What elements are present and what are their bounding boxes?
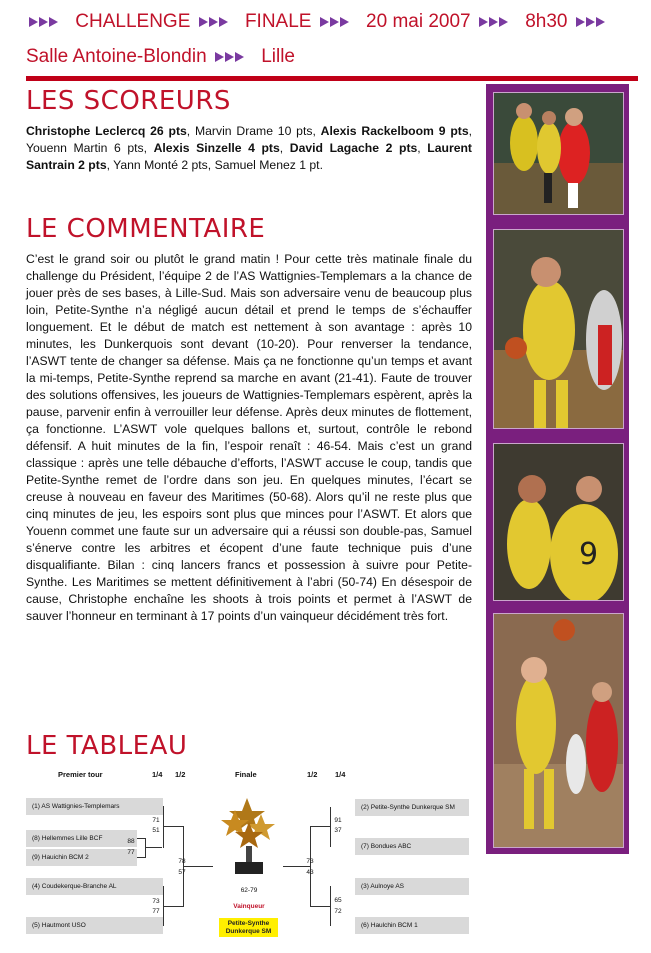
score: 43 <box>306 869 314 876</box>
scoreur: Marvin Drame 10 pts <box>195 124 313 138</box>
scoreurs-list: Christophe Leclercq 26 pts, Marvin Drame 10 pts, Alexis Rackelboom 9 pts, Youenn Martin 6 pts, Alexis Sinzelle 4 pts, David Lagache 2 pts, Laurent Santrain 2 pts, Yann Monté 2 pts, Samuel Menez 1 pt. <box>26 124 472 172</box>
winner-box <box>219 918 278 937</box>
bracket-line <box>163 826 183 827</box>
score: 91 <box>334 817 342 824</box>
bracket-line <box>330 886 331 926</box>
scoreur: Laurent Santrain 2 pts <box>26 141 472 172</box>
basketball-photo <box>493 613 624 848</box>
bracket-header-finale: Finale <box>235 770 257 779</box>
score: 77 <box>127 849 135 856</box>
header-finale: FINALE <box>244 11 312 32</box>
basketball-photo <box>493 92 624 215</box>
bracket-line <box>283 866 310 867</box>
score: 73 <box>152 898 160 905</box>
team-box: (3) Aulnoye AS <box>355 878 469 895</box>
tableau-title: LE TABLEAU <box>26 731 188 761</box>
team-box: (4) Coudekerque-Branche AL <box>26 878 163 895</box>
scoreur: Alexis Sinzelle 4 pts <box>153 141 280 155</box>
score: 51 <box>152 827 160 834</box>
header-time: 8h30 <box>525 11 568 32</box>
bracket-header-demi: 1/2 <box>307 770 318 779</box>
team-box: (8) Hellemmes Lille BCF <box>26 830 137 847</box>
bracket-line <box>310 906 330 907</box>
bracket-line <box>145 847 162 848</box>
header-line-1 <box>26 11 617 33</box>
bracket-header-quart: 1/4 <box>152 770 163 779</box>
score: 77 <box>152 908 160 915</box>
score: 71 <box>152 817 160 824</box>
scoreur: Alexis Rackelboom 9 pts <box>320 124 469 138</box>
vainqueur-label: Vainqueur <box>233 903 265 910</box>
team-box: (1) AS Wattignies-Templemars <box>26 798 163 815</box>
trophy-icon <box>219 796 279 882</box>
team-box: (5) Hautmont USO <box>26 917 163 934</box>
basketball-photo <box>493 229 624 429</box>
commentaire-title: LE COMMENTAIRE <box>26 214 266 244</box>
svg-text:9: 9 <box>579 537 599 572</box>
bracket-header-demi: 1/2 <box>175 770 186 779</box>
winner-name: Petite-Synthe <box>227 920 270 927</box>
header-line-2 <box>26 46 295 68</box>
double-arrow-icon <box>479 16 517 28</box>
commentaire-text: C’est le grand soir ou plutôt le grand matin ! Pour cette très matinale finale du challenge du Président, l’équipe 2 de l’AS Wattignies-Templemars a la chance de jouer près de ses bases, à Lille-Sud. Mais son adversaire venu de beaucoup plus loin, Petite-Synthe n’a négligé aucun détail et prend le temps de s’échauffer longuement. Et le début de match est nettement à son avantage : après 10 minutes, les Dunkerquois sont devant (10-20). Pour renverser la tendance, l’ASWT tente de changer sa défense. Mais ça ne fonctionne qu’un temps et avant la mi-temps, Petite-Synthe reprend sa marche en avant (21-41). Faute de trouver des solutions offensives, les joueurs de Wattignies-Templemars espèrent, après la pause, parvenir enfin à verrouiller leur défense. Après deux minutes de flottement, ça fonctionne. L’ASWT vole quelques ballons et, surtout, contrôle le rebond défensif. A huit minutes de la fin, l’espoir renaît : 46-54. Mais c’est un grand classique : après une telle débauche d’efforts, l’ASWT accuse le coup, tandis que Petite-Synthe remet de l’ordre dans son jeu. En quelques minutes, l’écart se creuse à nouveau en faveur des Maritimes (50-68). Alors qu’il ne reste plus que cinq minutes de jeu, les espoirs sont plus que minces pour l’ASWT. Et alors que Youenn commet une faute sur un adversaire qui a réussi son double-pas, Samuel s’énerve contre les arbitres et écopent d’une faute technique puis d’une disqualifiante. Bilan : cinq lancers francs et possession à suivre pour Petite-Synthe. Les Maritimes se mettent définitivement à l’abri (50-74) En désespoir de cause, Christophe enchaîne les shoots à trois points et permet à l’ASWT de sauver l’honneur en terminant à 17 points d’un vainqueur décidément très fort. <box>26 252 472 623</box>
team-box: (6) Haulchin BCM 1 <box>355 917 469 934</box>
scoreurs-title: LES SCOREURS <box>26 86 231 116</box>
score: 57 <box>178 869 186 876</box>
bracket-line <box>163 806 164 848</box>
bracket-line <box>137 857 145 858</box>
scoreur: David Lagache 2 pts <box>289 141 418 155</box>
score: 37 <box>334 827 342 834</box>
bracket-line <box>310 826 311 907</box>
bracket-header-premier-tour: Premier tour <box>58 770 103 779</box>
scoreur: Yann Monté 2 pts <box>113 158 208 172</box>
double-arrow-icon <box>576 16 614 28</box>
scoreur: Samuel Menez 1 pt. <box>214 158 323 172</box>
score: 72 <box>334 908 342 915</box>
score: 65 <box>334 897 342 904</box>
team-box: (7) Bondues ABC <box>355 838 469 855</box>
winner-name: Dunkerque SM <box>225 928 272 935</box>
score: 88 <box>127 838 135 845</box>
header-date: 20 mai 2007 <box>366 11 471 32</box>
score: 73 <box>306 858 314 865</box>
header-venue: Salle Antoine-Blondin <box>26 46 207 67</box>
scoreur: Youenn Martin 6 pts <box>26 141 144 155</box>
double-arrow-icon <box>29 16 67 28</box>
team-box: (9) Hauichin BCM 2 <box>26 849 137 866</box>
photo-column <box>486 84 629 854</box>
header-challenge: CHALLENGE <box>75 11 191 32</box>
double-arrow-icon <box>199 16 237 28</box>
bracket-line <box>310 826 330 827</box>
bracket-line <box>330 807 331 847</box>
double-arrow-icon <box>320 16 358 28</box>
double-arrow-icon <box>215 51 253 63</box>
bracket-line <box>163 906 183 907</box>
bracket-line <box>137 838 145 839</box>
score: 78 <box>178 858 186 865</box>
final-score: 62-79 <box>240 887 258 894</box>
bracket-line <box>183 866 213 867</box>
scoreur: Christophe Leclercq 26 pts <box>26 124 187 138</box>
header-divider <box>26 76 638 81</box>
header-city: Lille <box>261 46 296 67</box>
bracket-line <box>145 838 146 858</box>
team-box: (2) Petite-Synthe Dunkerque SM <box>355 799 469 816</box>
bracket-header-quart: 1/4 <box>335 770 346 779</box>
basketball-photo <box>493 443 624 601</box>
